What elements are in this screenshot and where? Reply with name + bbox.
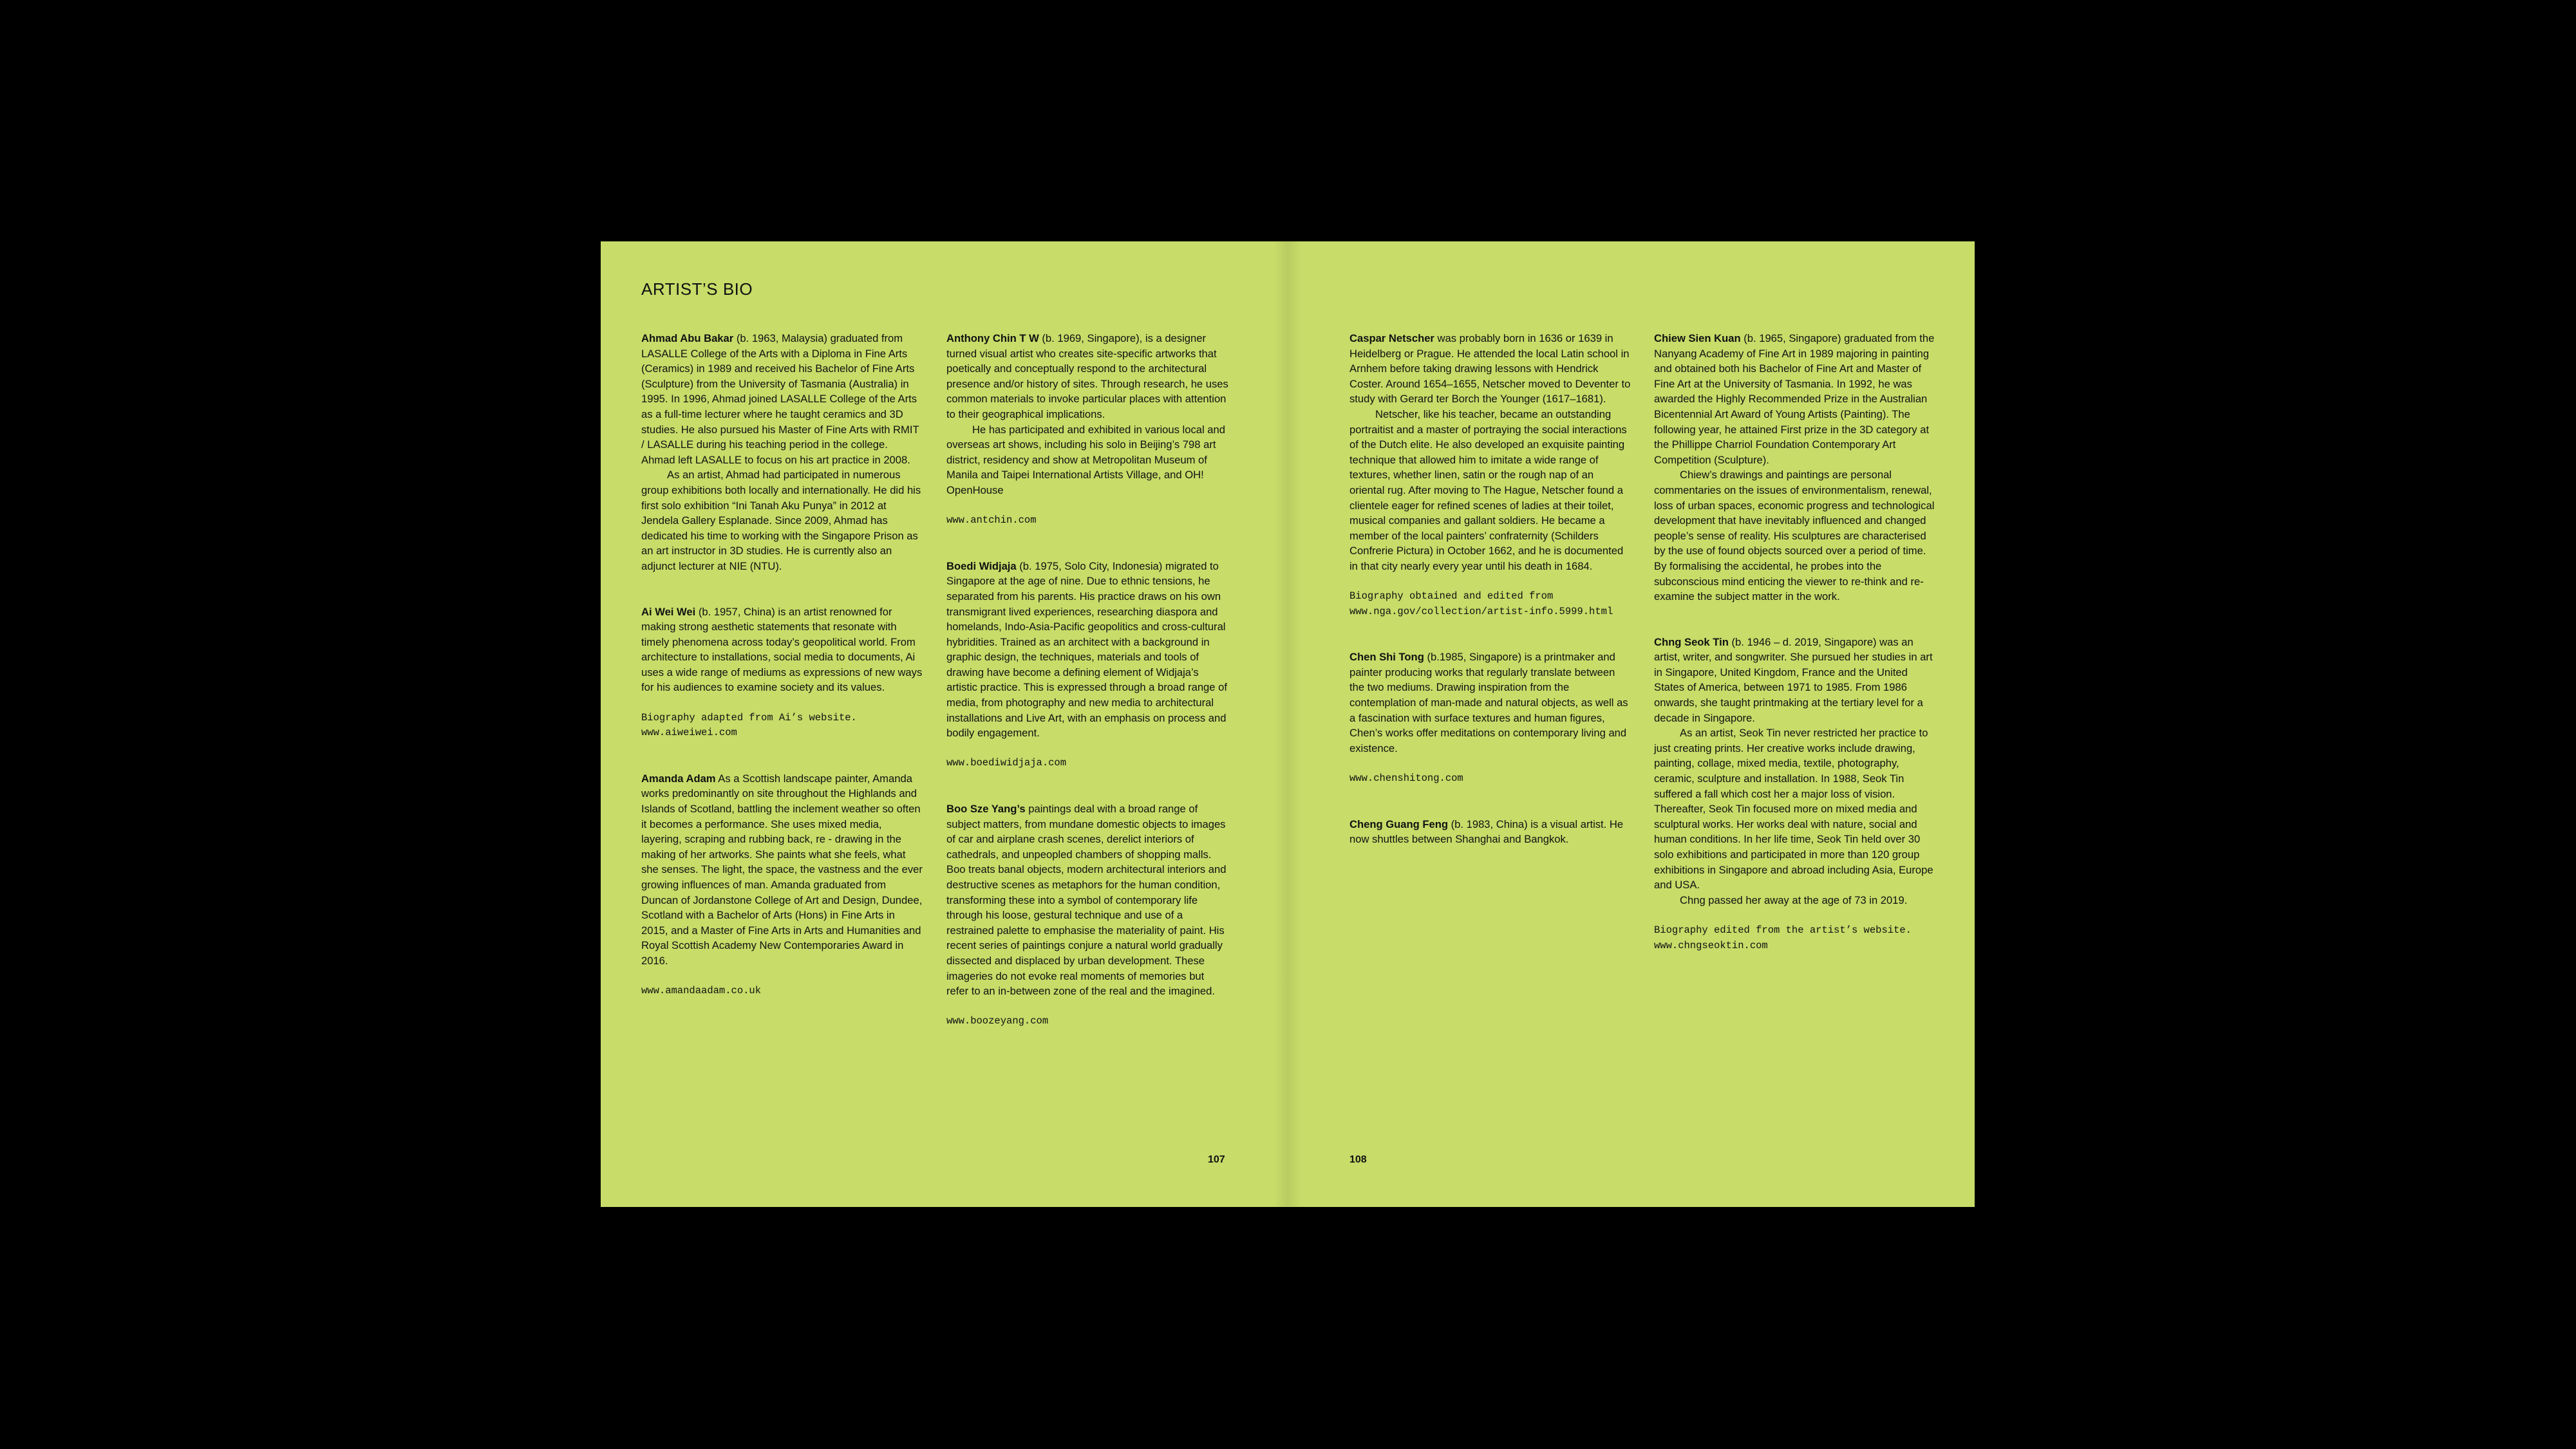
bio-text: (b. 1946 – d. 2019, Singapore) was an artist, writer, and songwriter. She pursued her studies in art in Singapore, United Kingdom, France and the United States of America, between 1971 to 1985. From 1986 onwards, she taught printmaking at the tertiary level for a decade in Singapore. [1654, 635, 1933, 724]
bio-source-note [946, 513, 1228, 528]
artist-website-link[interactable]: www.boozeyang.com [946, 1015, 1049, 1027]
biography-credit: Biography obtained and edited from [1349, 590, 1554, 603]
bio-column-1 [641, 331, 923, 1029]
artist-name: Amanda Adam [641, 772, 716, 785]
artist-website-link[interactable]: www.amandaadam.co.uk [641, 985, 762, 997]
artist-bio-entry [1349, 817, 1631, 847]
artist-bio-entry [1349, 650, 1631, 786]
bio-text: He has participated and exhibited in various local and overseas art shows, including his solo in Beijing’s 798 art district, residency and show at Metropolitan Museum of Manila and Taipei International Artists Village, and OH! OpenHouse [946, 423, 1225, 496]
artist-website-link[interactable]: www.aiweiwei.com [641, 727, 737, 739]
bio-paragraph [1654, 635, 1936, 726]
bio-text: As an artist, Seok Tin never restricted her practice to just creating prints. Her creative works include drawing, painting, collage, mixed media, textile, photography, ceramic, sculpture and installation. In 1988, Seok Tin suffered a fall which cost her a major loss of vision. Thereafter, Seok Tin focused more on mixed media and sculptural works. Her works deal with nature, social and human conditions. In her life time, Seok Tin held over 30 solo exhibitions and participated in more than 120 group exhibitions in Singapore and abroad including Asia, Europe and USA. [1654, 727, 1933, 892]
artist-name: Chiew Sien Kuan [1654, 332, 1741, 344]
bio-paragraph [641, 771, 923, 969]
page-number-left: 107 [1208, 1154, 1225, 1165]
biography-credit: Biography adapted from Ai’s website. [641, 711, 857, 724]
artist-website-link[interactable]: www.boediwidjaja.com [946, 757, 1067, 769]
artist-bio-entry [641, 771, 923, 999]
bio-paragraph [641, 604, 923, 696]
bio-paragraph [946, 422, 1228, 498]
bio-paragraph [1654, 467, 1936, 604]
artist-name: Anthony Chin T W [946, 332, 1039, 344]
bio-source-note [946, 1014, 1228, 1029]
biography-credit: Biography edited from the artist’s website. [1654, 924, 1912, 936]
bio-text: As an artist, Ahmad had participated in numerous group exhibitions both locally and internationally. He did his first solo exhibition “Ini Tanah Aku Punya” in 2012 at Jendela Gallery Esplanade. Since 2009, Ahmad has dedicated his time to working with the Singapore Prison as an art instructor in 3D studies. He is currently also an adjunct lecturer at NIE (NTU). [641, 469, 921, 572]
artist-bio-entry [1654, 635, 1936, 953]
bio-paragraph [1349, 650, 1631, 756]
artist-bio-entry [1654, 331, 1936, 604]
bio-paragraph [1654, 893, 1936, 908]
bio-text: (b. 1975, Solo City, Indonesia) migrated to Singapore at the age of nine. Due to ethnic tensions, he separated from his parents. His practice draws on his own transmigrant lived experiences, researching diaspora and homelands, Indo-Asia-Pacific geopolitics and cross-cultural hybridities. Trained as an architect with a background in graphic design, the techniques, materials and tools of drawing have become a defining element of Widjaja’s artistic practice. This is expressed through a broad range of media, from photography and new media to architectural installations and Live Art, with an emphasis on process and bodily engagement. [946, 559, 1227, 740]
bio-text: (b. 1963, Malaysia) graduated from LASALLE College of the Arts with a Diploma in Fine Arts (Ceramics) in 1989 and received his Bachelor of Fine Arts (Sculpture) from the University of Tasmania (Australia) in 1995. In 1996, Ahmad joined LASALLE College of the Arts as a full-time lecturer where he taught ceramics and 3D studies. He also pursued his Master of Fine Arts with RMIT / LASALLE during his teaching period in the college. Ahmad left LASALLE to focus on his art practice in 2008. [641, 332, 919, 466]
bio-text: was probably born in 1636 or 1639 in Heidelberg or Prague. He attended the local Latin school in Arnhem before taking drawing lessons with Hendrick Coster. Around 1654–1655, Netscher moved to Deventer to study with Gerard ter Borch the Younger (1617–1681). [1349, 332, 1631, 406]
bio-paragraph [641, 331, 923, 467]
artist-website-link[interactable]: www.chngseoktin.com [1654, 939, 1768, 951]
bio-text: Chng passed her away at the age of 73 in 2019. [1680, 893, 1908, 906]
bio-paragraph [946, 801, 1228, 999]
bio-text: Chiew’s drawings and paintings are personal commentaries on the issues of environmentalism, renewal, loss of urban spaces, economic progress and technological development that have inevitably influenced and changed people’s sense of reality. His sculptures are characterised by the use of found objects sourced over a period of time. By formalising the accidental, he probes into the subconscious mind enticing the viewer to re-think and re-examine the subject matter in the work. [1654, 469, 1935, 603]
bio-column-2 [946, 331, 1228, 1060]
book-gutter [1274, 241, 1301, 1207]
page-number-right: 108 [1349, 1154, 1367, 1165]
bio-paragraph [946, 559, 1228, 741]
bio-column-4 [1654, 331, 1936, 984]
bio-text: (b. 1957, China) is an artist renowned for making strong aesthetic statements that resonate with timely phenomena across today’s geopolitical world. From architecture to installations, social media to documents, Ai uses a wide range of mediums as expressions of new ways for his audiences to examine society and its values. [641, 605, 923, 694]
bio-paragraph [1654, 331, 1936, 467]
bio-source-note [1654, 923, 1936, 953]
bio-text: (b. 1965, Singapore) graduated from the Nanyang Academy of Fine Art in 1989 majoring in painting and obtained both his Bachelor of Fine Art and Master of Fine Art at the University of Tasmania. In 1992, he was awarded the Highly Recommended Prize in the Australian Bicentennial Art Award of Young Artists (Painting). The following year, he attained First prize in the 3D category at the Phillippe Charriol Foundation Contemporary Art Competition (Sculpture). [1654, 332, 1935, 466]
bio-text: As a Scottish landscape painter, Amanda works predominantly on site throughout the Highlands and Islands of Scotland, battling the inclement weather so often it becomes a performance. She uses mixed media, layering, scraping and rubbing back, re - drawing in the making of her artworks. She paints what she feels, what she senses. The light, the space, the vastness and the ever growing influences of man. Amanda graduated from Duncan of Jordanstone College of Art and Design, Dundee, Scotland with a Bachelor of Arts (Hons) in Fine Arts in 2015, and a Master of Fine Arts in Arts and Humanities and Royal Scottish Academy New Contemporaries Award in 2016. [641, 772, 923, 967]
artist-bio-entry [641, 604, 923, 741]
artist-website-link[interactable]: www.nga.gov/collection/artist-info.5999.html [1349, 605, 1613, 617]
artist-website-link[interactable]: www.antchin.com [946, 514, 1037, 527]
bio-source-note [1349, 771, 1631, 787]
bio-paragraph [1654, 725, 1936, 893]
artist-name: Chng Seok Tin [1654, 635, 1729, 648]
bio-text: (b. 1983, China) is a visual artist. He now shuttles between Shanghai and Bangkok. [1349, 818, 1624, 846]
bio-paragraph [1349, 817, 1631, 847]
artist-bio-entry [1349, 331, 1631, 619]
bio-source-note [1349, 589, 1631, 619]
book-spread [601, 241, 1975, 1207]
artist-bio-entry [946, 801, 1228, 1029]
bio-source-note [946, 756, 1228, 771]
bio-source-note [641, 711, 923, 741]
bio-source-note [641, 984, 923, 999]
bio-paragraph [1349, 331, 1631, 407]
bio-paragraph [1349, 407, 1631, 574]
artist-name: Boo Sze Yang’s [946, 803, 1026, 816]
artist-name: Cheng Guang Feng [1349, 818, 1449, 830]
bio-paragraph [946, 331, 1228, 422]
bio-text: Netscher, like his teacher, became an outstanding portraitist and a master of portraying the social interactions of the Dutch elite. He also developed an exquisite painting technique that allowed him to imitate a wide range of textures, whether linen, satin or the rough nap of an oriental rug. After moving to The Hague, Netscher found a clientele eager for refined scenes of ladies at their toilet, musical companies and gallant soldiers. He became a member of the local painters’ confraternity (Schilders Confrerie Pictura) in October 1662, and he is documented in that city nearly every year until his death in 1684. [1349, 407, 1627, 572]
artist-name: Caspar Netscher [1349, 332, 1434, 344]
bio-text: (b.1985, Singapore) is a printmaker and painter producing works that regularly translate between the two mediums. Drawing inspiration from the contemplation of man-made and natural objects, as well as a fascination with surface textures and human figures, Chen’s works offer meditations on contemporary living and existence. [1349, 651, 1628, 754]
artist-bio-entry [641, 331, 923, 574]
bio-text: paintings deal with a broad range of subject matters, from mundane domestic objects to images of car and airplane crash scenes, derelict interiors of cathedrals, and unpeopled chambers of shopping malls. Boo treats banal objects, modern architectural interiors and destructive scenes as metaphors for the human condition, transforming these into a symbol of contemporary life through his loose, gestural technique and use of a restrained palette to emphasise the materiality of paint. His recent series of paintings conjure a natural world gradually dissected and displaced by urban development. These imageries do not evoke real moments of memories but refer to an in-between zone of the real and the imagined. [946, 803, 1227, 998]
artist-name: Ahmad Abu Bakar [641, 332, 734, 344]
artist-name: Ai Wei Wei [641, 605, 696, 618]
artist-name: Chen Shi Tong [1349, 651, 1424, 664]
artist-name: Boedi Widjaja [946, 559, 1017, 572]
page-title: ARTIST’S BIO [641, 279, 753, 299]
bio-paragraph [641, 467, 923, 574]
bio-text: (b. 1969, Singapore), is a designer turned visual artist who creates site-specific artworks that poetically and conceptually respond to the architectural presence and/or history of sites. Through research, he uses common materials to invoke particular places with attention to their geographical implications. [946, 332, 1228, 420]
bio-column-3 [1349, 331, 1631, 877]
artist-bio-entry [946, 331, 1228, 528]
artist-bio-entry [946, 559, 1228, 771]
artist-website-link[interactable]: www.chenshitong.com [1349, 772, 1463, 785]
